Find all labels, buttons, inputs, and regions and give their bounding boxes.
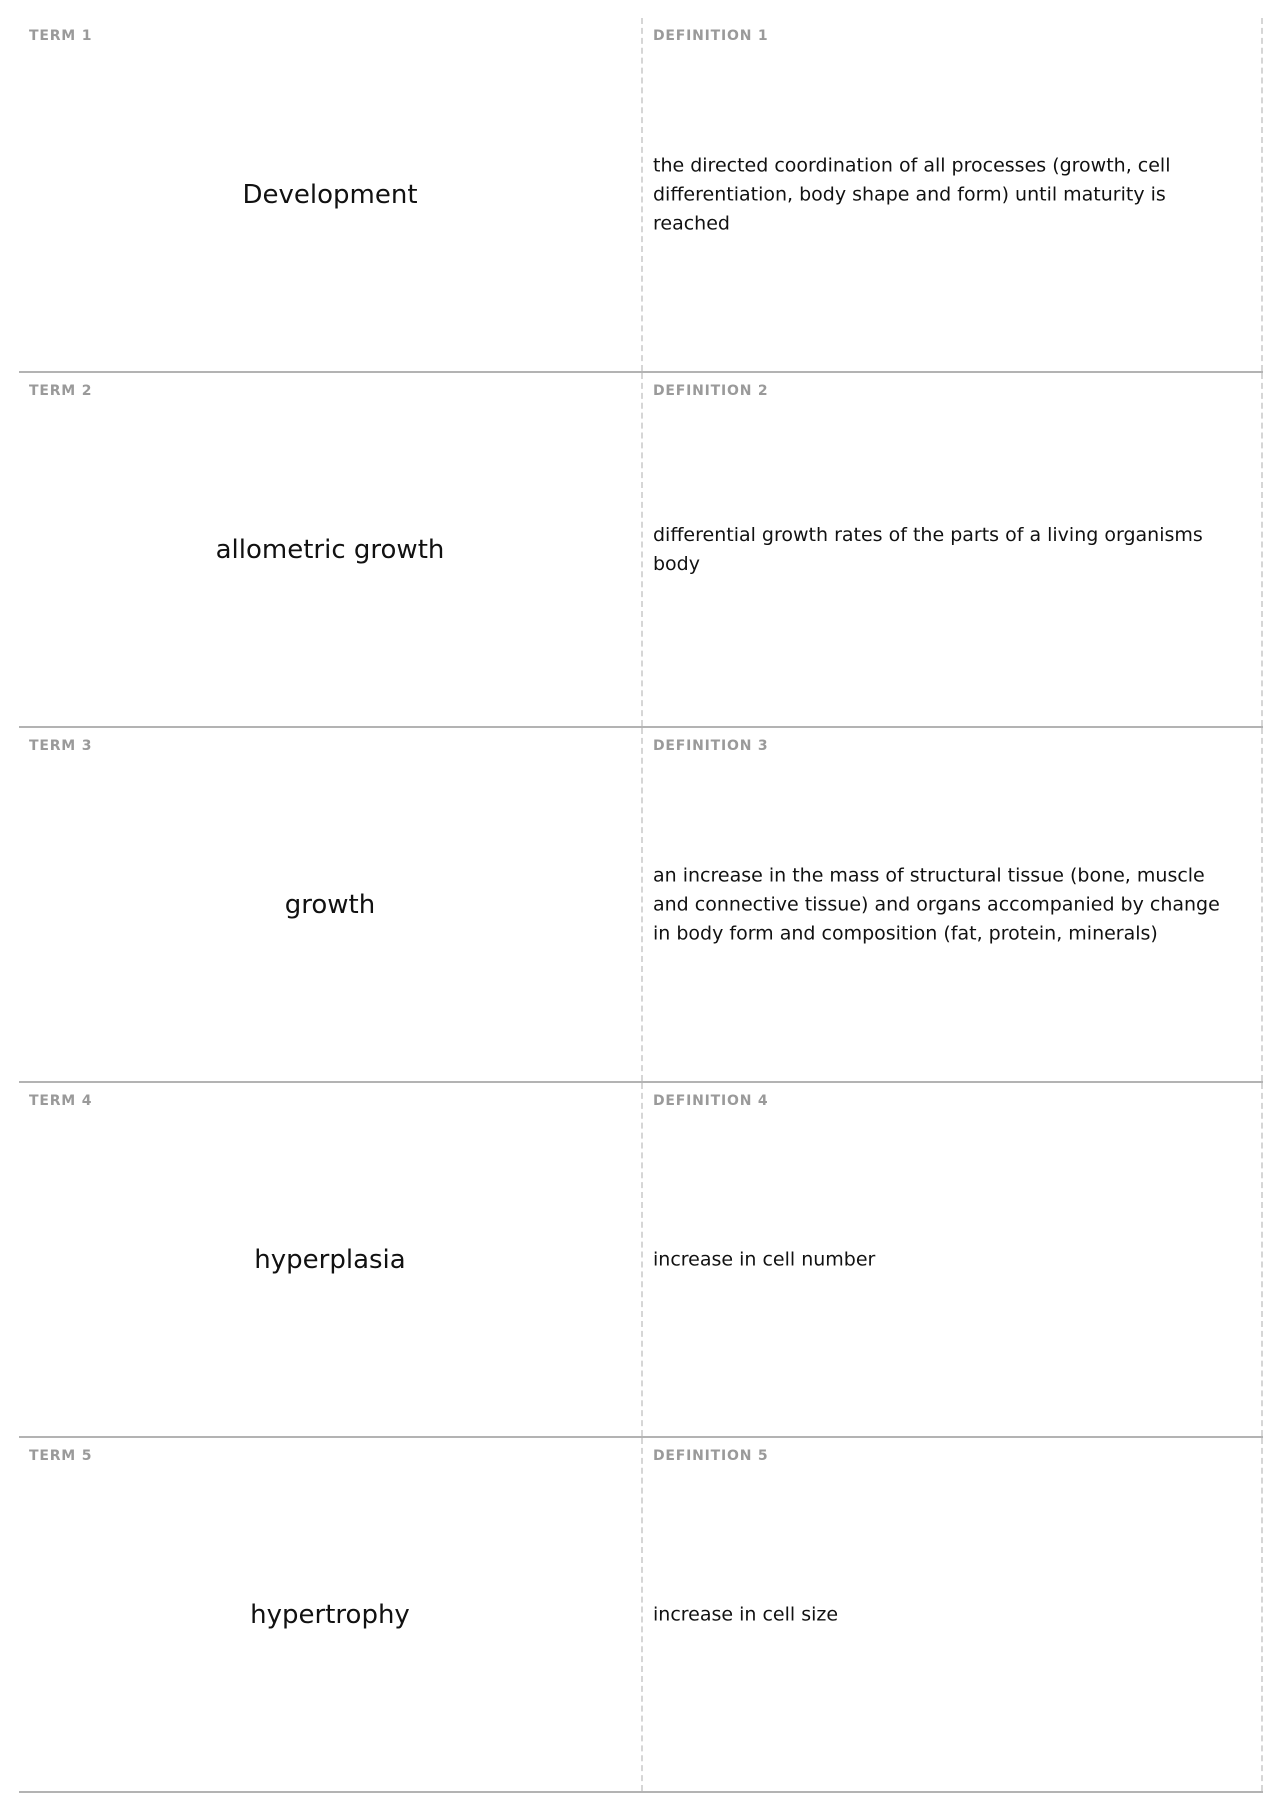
definition-cell <box>643 373 1263 726</box>
flashcard-row <box>19 373 1263 728</box>
definition-label: DEFINITION 2 <box>653 383 769 399</box>
definition-cell <box>643 1083 1263 1436</box>
term-cell <box>19 728 643 1081</box>
term-text: hyperplasia <box>254 1244 406 1275</box>
definition-text: increase in cell size <box>653 1603 839 1625</box>
term-text: hypertrophy <box>250 1599 410 1630</box>
term-label: TERM 4 <box>29 1093 93 1109</box>
term-label: TERM 3 <box>29 738 93 754</box>
definition-text: increase in cell number <box>653 1248 876 1270</box>
definition-label: DEFINITION 5 <box>653 1448 769 1464</box>
definition-text: differential growth rates of the parts of a living organisms body <box>653 523 1203 575</box>
term-text: Development <box>242 179 418 210</box>
flashcard-row <box>19 1438 1263 1793</box>
term-label: TERM 5 <box>29 1448 93 1464</box>
term-cell <box>19 373 643 726</box>
definition-label: DEFINITION 1 <box>653 28 769 44</box>
flashcard-sheet <box>19 18 1263 1793</box>
definition-cell <box>643 1438 1263 1791</box>
term-text: allometric growth <box>215 534 445 565</box>
term-text: growth <box>284 889 376 920</box>
definition-text: an increase in the mass of structural tissue (bone, muscle and connective tissue) and organs accompanied by change in body form and composition (fat, protein, minerals) <box>653 864 1220 944</box>
term-cell <box>19 1083 643 1436</box>
definition-label: DEFINITION 4 <box>653 1093 769 1109</box>
definition-text: the directed coordination of all processes (growth, cell differentiation, body shape and form) until maturity is reached <box>653 154 1171 234</box>
term-cell <box>19 1438 643 1791</box>
definition-label: DEFINITION 3 <box>653 738 769 754</box>
definition-cell <box>643 18 1263 371</box>
term-cell <box>19 18 643 371</box>
term-label: TERM 1 <box>29 28 93 44</box>
term-label: TERM 2 <box>29 383 93 399</box>
flashcard-row <box>19 1083 1263 1438</box>
flashcard-row <box>19 18 1263 373</box>
flashcard-row <box>19 728 1263 1083</box>
definition-cell <box>643 728 1263 1081</box>
